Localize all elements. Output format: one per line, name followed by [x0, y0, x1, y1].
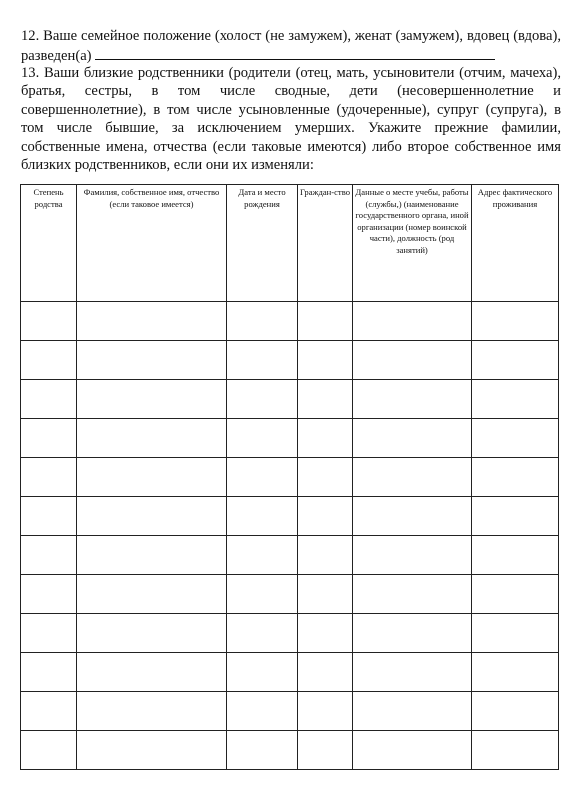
- cell-citizenship[interactable]: [298, 419, 353, 458]
- table-row: [21, 614, 559, 653]
- cell-full-name[interactable]: [77, 302, 227, 341]
- cell-citizenship[interactable]: [298, 536, 353, 575]
- header-work-study: Данные о месте учебы, работы (службы,) (наименование государственного органа, иной организации (номер воинской части), должность (род занятий): [353, 185, 472, 302]
- cell-work-study[interactable]: [353, 302, 472, 341]
- relatives-table-header-row: [21, 185, 559, 302]
- cell-relationship[interactable]: [21, 419, 77, 458]
- cell-address[interactable]: [472, 341, 559, 380]
- cell-citizenship[interactable]: [298, 653, 353, 692]
- cell-work-study[interactable]: [353, 614, 472, 653]
- table-row: [21, 419, 559, 458]
- cell-citizenship[interactable]: [298, 341, 353, 380]
- table-row: [21, 692, 559, 731]
- table-row: [21, 731, 559, 770]
- cell-work-study[interactable]: [353, 341, 472, 380]
- header-birth-date-place: Дата и место рождения: [227, 185, 298, 302]
- cell-address[interactable]: [472, 614, 559, 653]
- cell-address[interactable]: [472, 419, 559, 458]
- cell-full-name[interactable]: [77, 419, 227, 458]
- table-row: [21, 302, 559, 341]
- cell-relationship[interactable]: [21, 341, 77, 380]
- table-row: [21, 341, 559, 380]
- cell-relationship[interactable]: [21, 302, 77, 341]
- cell-full-name[interactable]: [77, 341, 227, 380]
- cell-address[interactable]: [472, 692, 559, 731]
- cell-relationship[interactable]: [21, 458, 77, 497]
- cell-citizenship[interactable]: [298, 692, 353, 731]
- cell-birth-date-place[interactable]: [227, 614, 298, 653]
- header-citizenship: Граждан-ство: [298, 185, 353, 302]
- cell-address[interactable]: [472, 653, 559, 692]
- cell-birth-date-place[interactable]: [227, 731, 298, 770]
- cell-relationship[interactable]: [21, 380, 77, 419]
- cell-full-name[interactable]: [77, 692, 227, 731]
- table-row: [21, 380, 559, 419]
- cell-full-name[interactable]: [77, 536, 227, 575]
- cell-relationship[interactable]: [21, 575, 77, 614]
- cell-address[interactable]: [472, 536, 559, 575]
- table-row: [21, 575, 559, 614]
- cell-birth-date-place[interactable]: [227, 302, 298, 341]
- cell-birth-date-place[interactable]: [227, 497, 298, 536]
- cell-work-study[interactable]: [353, 419, 472, 458]
- marital-status-text: 12. Ваше семейное положение (холост (не замужем), женат (замужем), вдовец (вдова), разведен(а): [21, 28, 561, 65]
- cell-work-study[interactable]: [353, 458, 472, 497]
- header-full-name: Фамилия, собственное имя, отчество (если таковое имеется): [77, 185, 227, 302]
- cell-citizenship[interactable]: [298, 575, 353, 614]
- cell-work-study[interactable]: [353, 692, 472, 731]
- table-row: [21, 653, 559, 692]
- cell-citizenship[interactable]: [298, 731, 353, 770]
- cell-full-name[interactable]: [77, 380, 227, 419]
- table-row: [21, 497, 559, 536]
- cell-full-name[interactable]: [77, 497, 227, 536]
- cell-relationship[interactable]: [21, 497, 77, 536]
- marital-status-answer-line[interactable]: [95, 45, 495, 60]
- cell-birth-date-place[interactable]: [227, 380, 298, 419]
- cell-citizenship[interactable]: [298, 380, 353, 419]
- relatives-question-text: 13. Ваши близкие родственники (родители (отец, мать, усыновители (отчим, мачеха), братья, сестры, в том числе сводные, дети (несовершеннолетние и совершеннолетние), в том числе усыновленные (удочеренные), супруг (супруга), в том числе бывшие, за исключением умерших. Укажите прежние фамилии, собственные имена, отчества (если таковые имеются) либо второе собственное имя близких родственников, если они их изменяли:: [21, 65, 561, 174]
- cell-birth-date-place[interactable]: [227, 575, 298, 614]
- cell-address[interactable]: [472, 458, 559, 497]
- cell-full-name[interactable]: [77, 614, 227, 653]
- relatives-table: [20, 184, 559, 770]
- cell-relationship[interactable]: [21, 614, 77, 653]
- header-relationship: Степень родства: [21, 185, 77, 302]
- cell-address[interactable]: [472, 497, 559, 536]
- cell-relationship[interactable]: [21, 653, 77, 692]
- cell-birth-date-place[interactable]: [227, 692, 298, 731]
- cell-citizenship[interactable]: [298, 302, 353, 341]
- cell-birth-date-place[interactable]: [227, 341, 298, 380]
- cell-work-study[interactable]: [353, 380, 472, 419]
- cell-address[interactable]: [472, 380, 559, 419]
- relatives-table-body: [21, 302, 559, 770]
- marital-status-question: [21, 27, 561, 66]
- cell-full-name[interactable]: [77, 731, 227, 770]
- cell-citizenship[interactable]: [298, 614, 353, 653]
- cell-full-name[interactable]: [77, 653, 227, 692]
- cell-relationship[interactable]: [21, 536, 77, 575]
- cell-relationship[interactable]: [21, 692, 77, 731]
- cell-work-study[interactable]: [353, 497, 472, 536]
- header-address: Адрес фактического проживания: [472, 185, 559, 302]
- cell-full-name[interactable]: [77, 458, 227, 497]
- cell-full-name[interactable]: [77, 575, 227, 614]
- cell-birth-date-place[interactable]: [227, 419, 298, 458]
- cell-work-study[interactable]: [353, 575, 472, 614]
- relatives-question: [21, 64, 561, 174]
- cell-birth-date-place[interactable]: [227, 536, 298, 575]
- table-row: [21, 458, 559, 497]
- table-row: [21, 536, 559, 575]
- cell-work-study[interactable]: [353, 536, 472, 575]
- cell-address[interactable]: [472, 302, 559, 341]
- cell-birth-date-place[interactable]: [227, 458, 298, 497]
- cell-work-study[interactable]: [353, 731, 472, 770]
- cell-citizenship[interactable]: [298, 497, 353, 536]
- cell-address[interactable]: [472, 575, 559, 614]
- cell-relationship[interactable]: [21, 731, 77, 770]
- cell-address[interactable]: [472, 731, 559, 770]
- cell-work-study[interactable]: [353, 653, 472, 692]
- cell-citizenship[interactable]: [298, 458, 353, 497]
- cell-birth-date-place[interactable]: [227, 653, 298, 692]
